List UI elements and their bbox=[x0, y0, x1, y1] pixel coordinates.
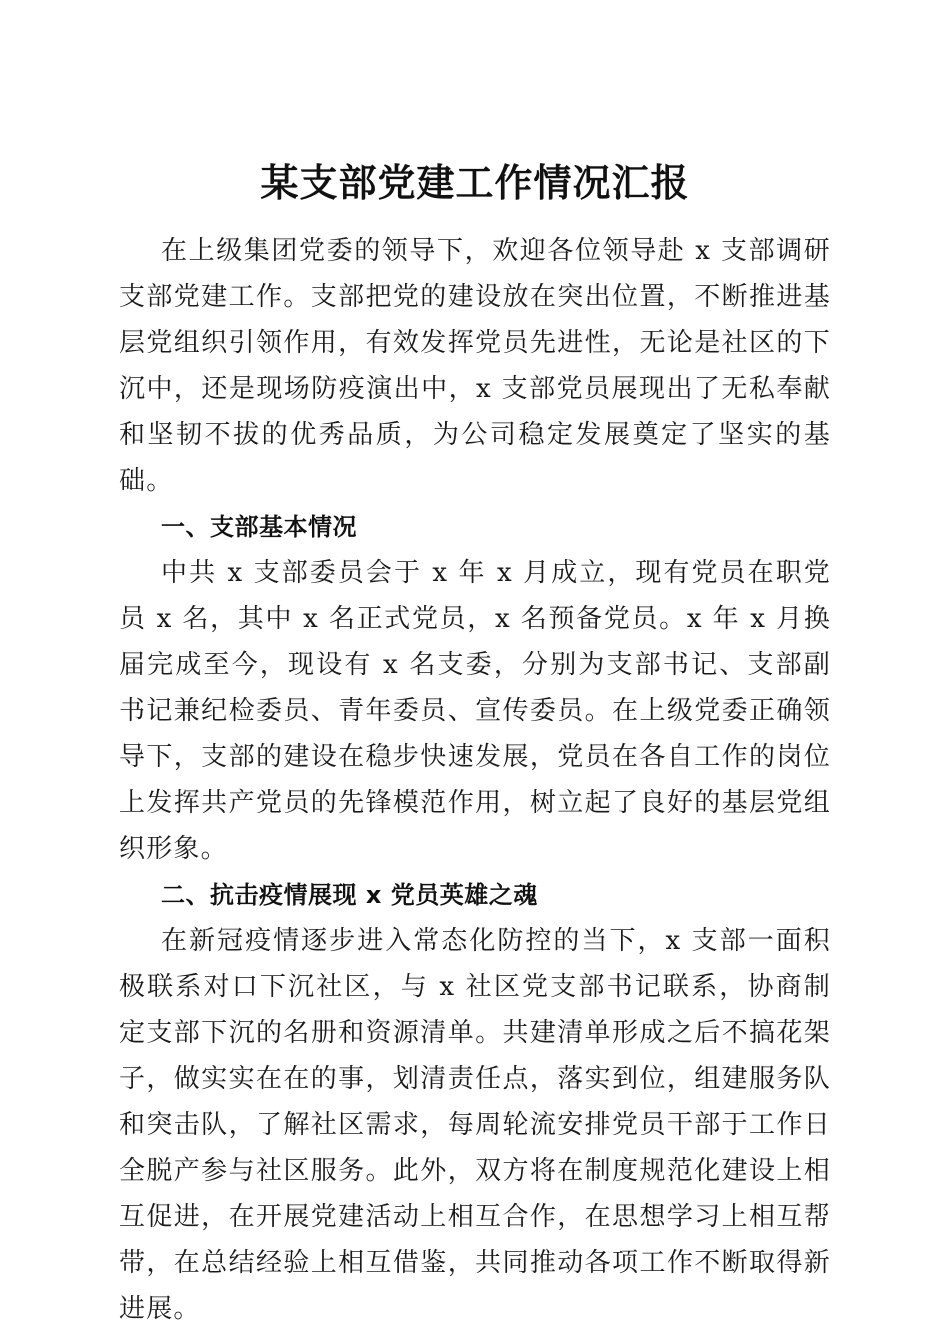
document-title: 某支部党建工作情况汇报 bbox=[260, 160, 690, 206]
section-epidemic bbox=[119, 872, 831, 1332]
section-paragraph: 中共 x 支部委员会于 x 年 x 月成立，现有党员在职党员 x 名，其中 x 名正式党员，x 名预备党员。x 年 x 月换届完成至今，现设有 x 名支委，分别为支部书记、支部副书记兼纪检委员、青年委员、宣传委员。在上级党委正确领导下，支部的建设在稳步快速发展，党员在各自工作的岗位上发挥共产党员的先锋模范作用，树立起了良好的基层党组织形象。 bbox=[119, 558, 831, 864]
section-heading: 二、抗击疫情展现 x 党员英雄之魂 bbox=[161, 881, 538, 909]
intro-paragraph: 在上级集团党委的领导下，欢迎各位领导赴 x 支部调研支部党建工作。支部把党的建设放在突出位置，不断推进基层党组织引领作用，有效发挥党员先进性，无论是社区的下沉中，还是现场防疫演出中，x 支部党员展现出了无私奉献和坚韧不拔的优秀品质，为公司稳定发展奠定了坚实的基础。 bbox=[119, 236, 831, 496]
section-heading: 一、支部基本情况 bbox=[161, 513, 357, 541]
document-body bbox=[119, 228, 831, 1332]
section-paragraph: 在新冠疫情逐步进入常态化防控的当下，x 支部一面积极联系对口下沉社区，与 x 社区党支部书记联系，协商制定支部下沉的名册和资源清单。共建清单形成之后不搞花架子，做实实在在的事，划清责任点，落实到位，组建服务队和突击队，了解社区需求，每周轮流安排党员干部于工作日全脱产参与社区服务。此外，双方将在制度规范化建设上相互促进，在开展党建活动上相互合作，在思想学习上相互帮带，在总结经验上相互借鉴，共同推动各项工作不断取得新进展。 bbox=[119, 926, 831, 1324]
section-basic-info bbox=[119, 504, 831, 872]
